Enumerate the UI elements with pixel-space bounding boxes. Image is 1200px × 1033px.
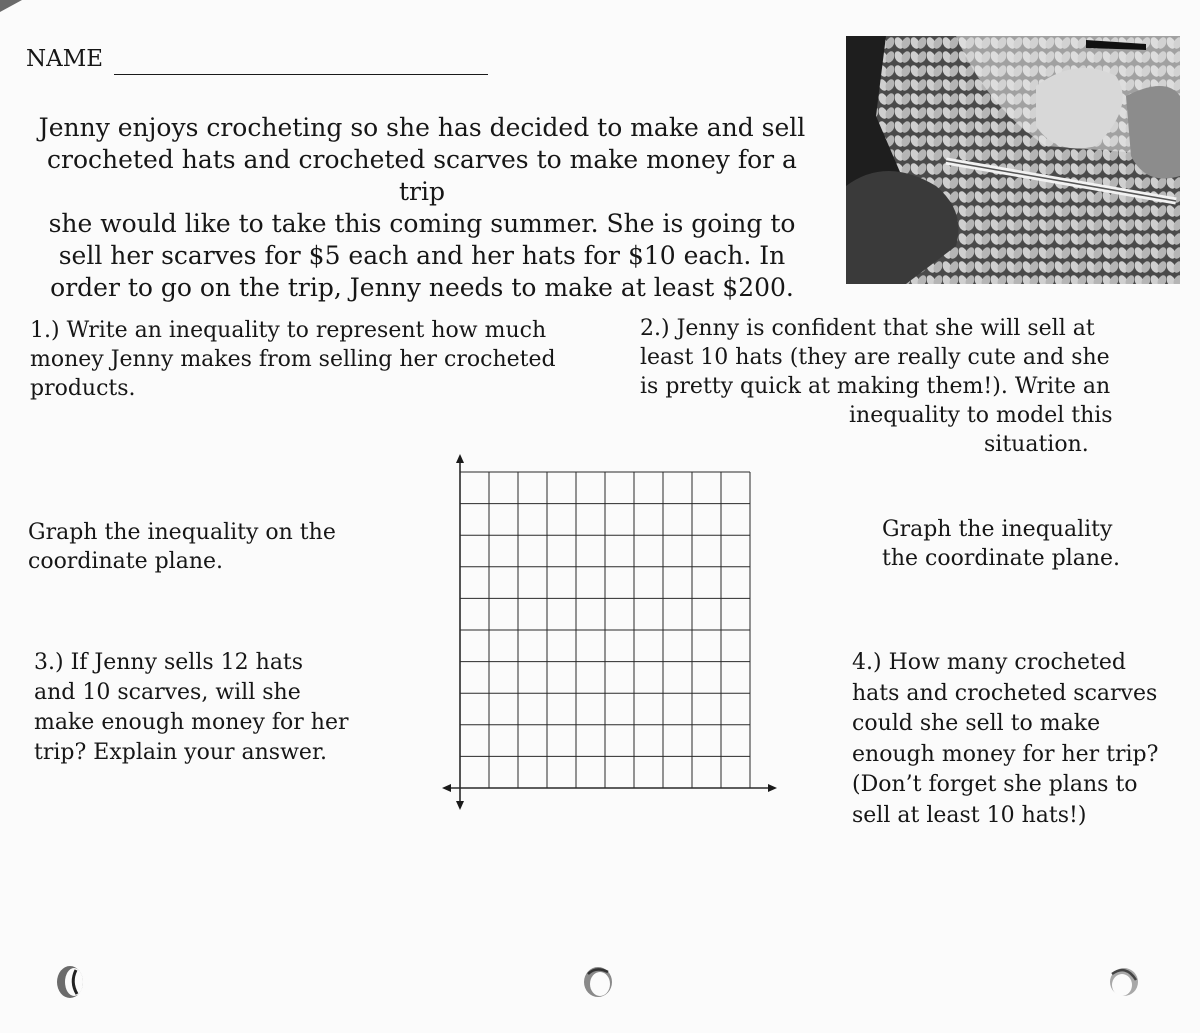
x-axis-arrow-right <box>768 784 777 792</box>
question-1-line: money Jenny makes from selling her crocheted <box>30 347 556 372</box>
punch-hole <box>578 962 618 1002</box>
name-label: NAME <box>26 46 104 72</box>
coordinate-plane[interactable] <box>440 452 780 814</box>
graph-prompt-line: the coordinate plane. <box>882 546 1121 571</box>
question-3-line: make enough money for her <box>34 710 349 735</box>
y-axis-arrow-up <box>456 454 464 463</box>
question-1-line: 1.) Write an inequality to represent how much <box>30 318 547 343</box>
graph-prompt-left <box>28 518 408 576</box>
graph-prompt-line: coordinate plane. <box>28 549 224 574</box>
question-3 <box>34 648 414 768</box>
question-2-line: is pretty quick at making them!). Write an <box>640 374 1111 399</box>
coordinate-grid <box>440 452 780 814</box>
intro-paragraph <box>22 112 822 304</box>
question-4-line: hats and crocheted scarves <box>852 680 1158 706</box>
question-1 <box>30 316 590 403</box>
question-2 <box>640 314 1160 459</box>
question-4-line: (Don’t forget she plans to <box>852 772 1138 797</box>
question-1-line: products. <box>30 376 136 401</box>
graph-prompt-line: Graph the inequality <box>882 517 1113 542</box>
x-axis-arrow-left <box>442 784 451 792</box>
question-2-line: 2.) Jenny is confident that she will sell at <box>640 316 1095 341</box>
question-3-line: 3.) If Jenny sells 12 hats <box>34 650 304 675</box>
question-4-line: 4.) How many crocheted <box>852 650 1126 675</box>
question-2-line: situation. <box>984 432 1089 457</box>
intro-line: sell her scarves for $5 each and her hats for $10 each. In <box>58 241 786 270</box>
question-2-line: inequality to model this <box>849 403 1113 428</box>
question-4-line: could she sell to make <box>852 711 1101 736</box>
intro-line: she would like to take this coming summer. She is going to <box>48 209 796 238</box>
question-2-line: least 10 hats (they are really cute and she <box>640 345 1110 370</box>
punch-hole <box>1104 962 1144 1002</box>
intro-line: Jenny enjoys crocheting so she has decided to make and sell <box>38 113 806 142</box>
name-blank-line <box>114 74 488 75</box>
crochet-photo <box>846 36 1180 284</box>
question-3-line: and 10 scarves, will she <box>34 680 301 705</box>
graph-prompt-line: Graph the inequality on the <box>28 520 336 545</box>
question-4-line: sell at least 10 hats!) <box>852 802 1087 828</box>
question-4 <box>852 648 1192 831</box>
page-corner-mark <box>0 0 22 12</box>
intro-line: crocheted hats and crocheted scarves to make money for a trip <box>47 145 797 206</box>
question-3-line: trip? Explain your answer. <box>34 740 328 765</box>
graph-prompt-right <box>882 515 1182 573</box>
intro-line: order to go on the trip, Jenny needs to make at least $200. <box>50 273 794 302</box>
question-4-line: enough money for her trip? <box>852 741 1159 767</box>
y-axis-arrow-down <box>456 801 464 810</box>
punch-hole <box>50 962 90 1002</box>
